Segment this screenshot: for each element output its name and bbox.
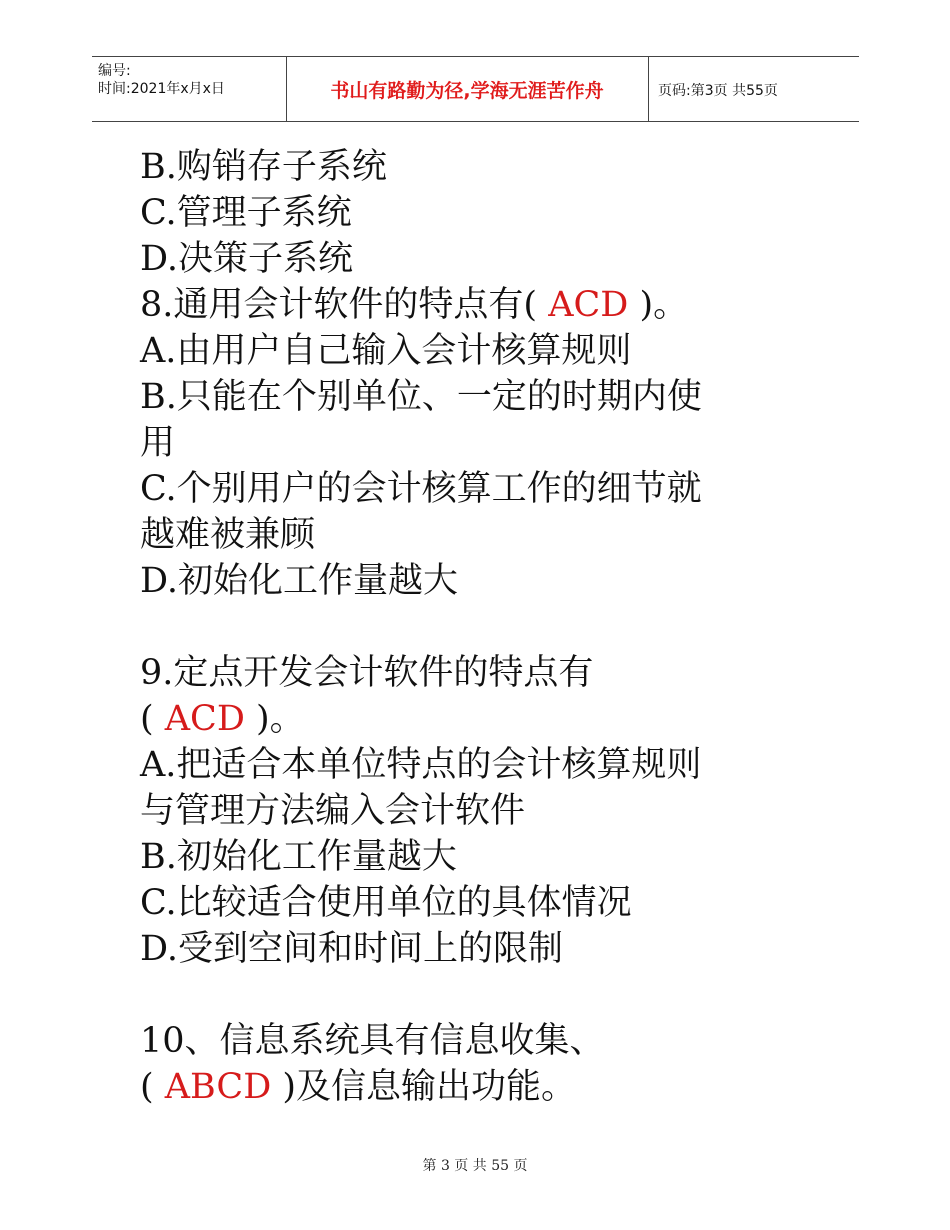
q8-stem-pre: 8.通用会计软件的特点有( [140,285,538,325]
q9-option-b: B.初始化工作量越大 [140,837,457,877]
q10-stem-line2 [140,1064,800,1110]
header-date-label: 时间:2021年x月x日 [98,81,225,97]
page-footer: 第 3 页 共 55 页 [422,1158,528,1174]
q9-option-d: D.受到空间和时间上的限制 [140,929,563,969]
q7-option-b: B.购销存子系统 [140,147,387,187]
q8-option-c-line2: 越难被兼顾 [140,515,316,555]
q8-answer: ACD [537,285,640,325]
q9-answer: ACD [153,699,257,739]
q8-stem-post: )。 [639,285,689,325]
document-body [140,144,800,1110]
q9-option-a-line2: 与管理方法编入会计软件 [140,791,526,831]
q8-option-a: A.由用户自己输入会计核算规则 [140,331,632,371]
q8-option-b-line2: 用 [140,423,176,463]
spacer [140,972,800,1018]
q9-stem-pre: ( [140,699,154,739]
q9-stem-post: )。 [256,699,305,739]
q8-option-b-line1: B.只能在个别单位、一定的时期内使 [140,377,702,417]
header-motto: 书山有路勤为径,学海无涯苦作舟 [330,79,604,102]
q9-stem-line1: 9.定点开发会计软件的特点有 [140,653,594,693]
q9-option-a-line1: A.把适合本单位特点的会计核算规则 [140,745,702,785]
page-header [92,56,859,122]
q9-option-c: C.比较适合使用单位的具体情况 [140,883,632,923]
header-code-label: 编号: [98,63,131,79]
q8-option-c-line1: C.个别用户的会计核算工作的细节就 [140,469,702,509]
q10-stem-line1: 10、信息系统具有信息收集、 [140,1021,605,1061]
q8-stem [140,282,800,328]
q7-option-d: D.决策子系统 [140,239,353,279]
q10-stem-pre: ( [140,1067,154,1107]
q9-stem-line2 [140,696,800,742]
header-page-info: 页码:第3页 共55页 [658,83,778,99]
spacer [140,604,800,650]
q8-option-d: D.初始化工作量越大 [140,561,458,601]
q10-stem-post: )及信息输出功能。 [282,1067,577,1107]
q10-answer: ABCD [153,1067,283,1107]
header-divider-right [648,56,649,122]
q7-option-c: C.管理子系统 [140,193,352,233]
